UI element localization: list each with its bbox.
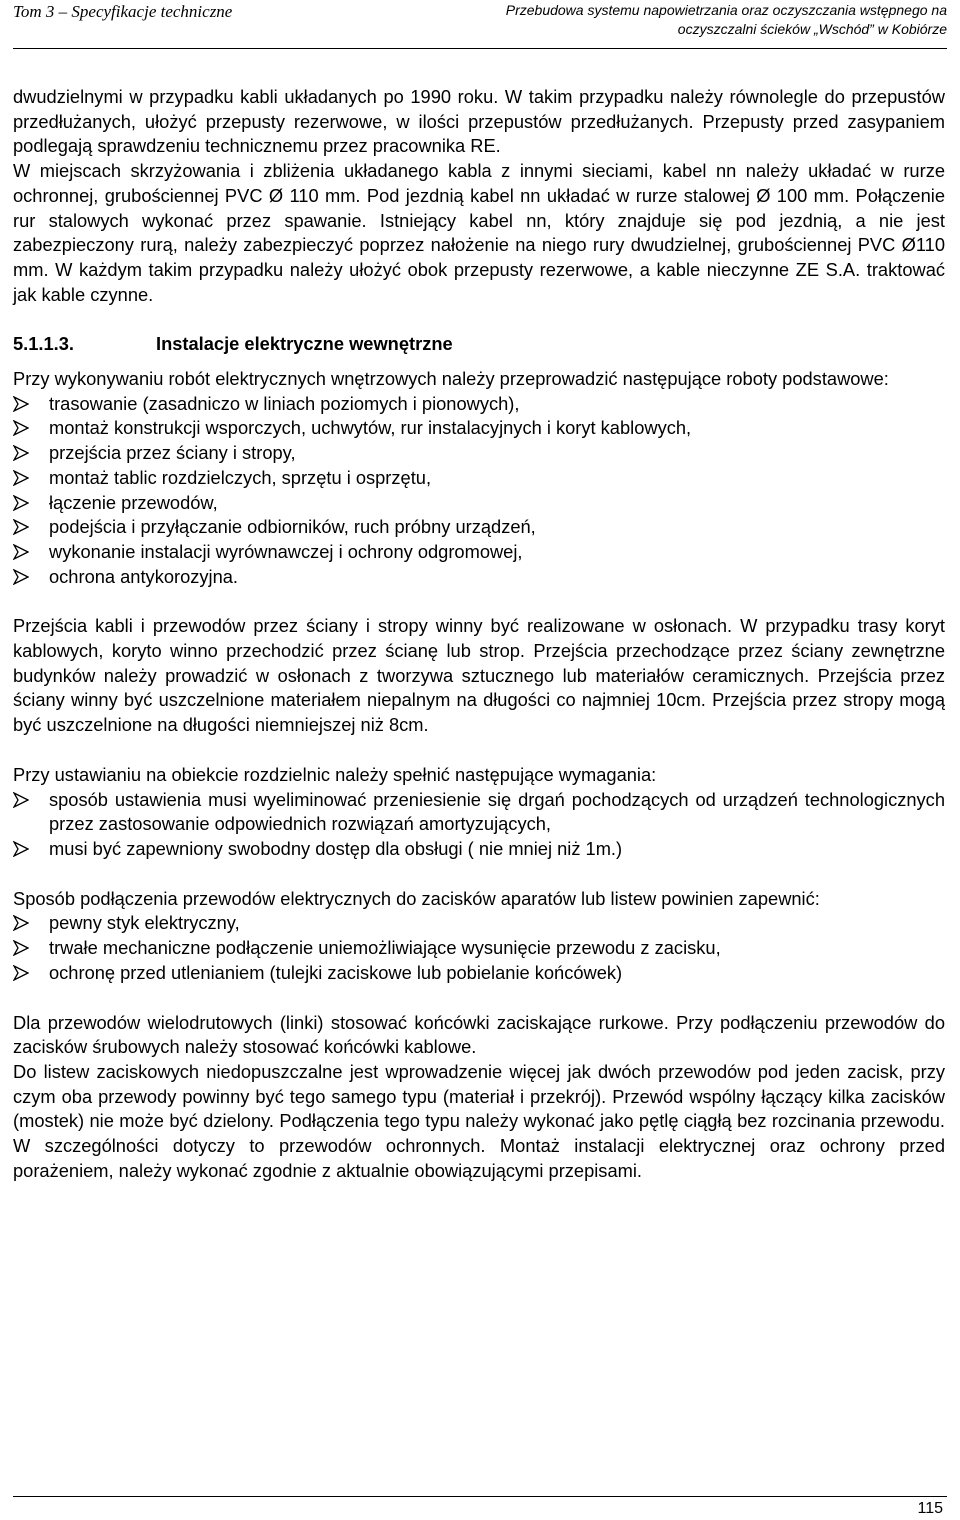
- list-item: [13, 936, 945, 961]
- arrow-bullet-icon: [13, 841, 29, 857]
- list-item-text: ochrona antykorozyjna.: [49, 565, 239, 587]
- list-item: [13, 540, 945, 565]
- list-item-text: przejścia przez ściany i stropy,: [49, 442, 296, 464]
- arrow-bullet-icon: [13, 396, 29, 412]
- list-item: [13, 416, 945, 441]
- arrow-bullet-icon: [13, 544, 29, 560]
- list-item: [13, 837, 945, 862]
- arrow-bullet-icon: [13, 792, 29, 808]
- paragraph-6: Sposób podłączenia przewodów elektrycznych do zacisków aparatów lub listew powinien zapewnić:: [13, 887, 820, 909]
- page-content: [13, 85, 945, 1183]
- paragraph-2: W miejscach skrzyżowania i zbliżenia układanego kabla z innymi sieciami, kabel nn należy układać w rurze ochronnej, grubościennej PVC Ø 110 mm. Pod jezdnią kabel nn układać w rurze stalowej Ø 100 mm. Połączenie rur stalowych wykonać przez spawanie. Istniejący kabel nn, który znajduje się pod jezdnią, a nie jest zabezpieczony rurą, należy zabezpieczyć poprzez nałożenie na niego rury dwudzielnej, grubościennej PVC Ø110 mm. W każdym takim przypadku należy ułożyć obok przepusty rezerwowe, a kable nieczynne ZE S.A. traktować jak kable czynne.: [13, 160, 945, 305]
- list-item-text: montaż konstrukcji wsporczych, uchwytów, rur instalacyjnych i koryt kablowych,: [49, 417, 692, 439]
- footer-rule: [13, 1496, 947, 1497]
- arrow-bullet-icon: [13, 445, 29, 461]
- list-item: [13, 788, 945, 837]
- header-rule: [13, 48, 947, 49]
- header-project-line-1: Przebudowa systemu napowietrzania oraz oczyszczania wstępnego na: [505, 2, 947, 18]
- page-footer: [13, 1496, 947, 1520]
- list-item: [13, 565, 945, 590]
- list-item: [13, 515, 945, 540]
- bullet-list-1: [13, 392, 945, 590]
- paragraph-8: Do listew zaciskowych niedopuszczalne jest wprowadzenie więcej jak dwóch przewodów pod jeden zacisk, przy czym oba przewody powinny być tego samego typu (materiał i przekrój). Przewód wspólny łączący kilka zacisków (mostek) nie może być dzielony. Podłączenia tego typu należy wykonać jako pętlę ciągłą bez rozcinania przewodu. W szczególności dotyczy to przewodów ochronnych. Montaż instalacji elektrycznej oraz ochrony przed porażeniem, należy wykonać zgodnie z aktualnie obowiązującymi przepisami.: [13, 1060, 945, 1181]
- section-number: 5.1.1.3.: [13, 333, 74, 355]
- list-item-text: trwałe mechaniczne podłączenie uniemożliwiające wysunięcie przewodu z zacisku,: [49, 937, 721, 959]
- arrow-bullet-icon: [13, 470, 29, 486]
- list-item-text: podejścia i przyłączanie odbiorników, ruch próbny urządzeń,: [49, 516, 536, 538]
- list-item-text: łączenie przewodów,: [49, 491, 218, 513]
- arrow-bullet-icon: [13, 495, 29, 511]
- list-item: [13, 392, 945, 417]
- page-number: 115: [917, 1500, 943, 1517]
- arrow-bullet-icon: [13, 569, 29, 585]
- list-item: [13, 491, 945, 516]
- section-heading: [13, 332, 945, 357]
- arrow-bullet-icon: [13, 420, 29, 436]
- list-item-text: sposób ustawienia musi wyeliminować przeniesienie się drgań pochodzących od urządzeń technologicznych przez zastosowanie odpowiednich rozwiązań amortyzujących,: [49, 788, 945, 835]
- header-project-line-2: oczyszczalni ścieków „Wschód” w Kobiórze: [677, 21, 947, 37]
- page-header: [13, 0, 947, 56]
- list-item: [13, 466, 945, 491]
- list-item-text: trasowanie (zasadniczo w liniach poziomych i pionowych),: [49, 392, 520, 414]
- list-item-text: musi być zapewniony swobodny dostęp dla obsługi ( nie mniej niż 1m.): [49, 837, 623, 859]
- paragraph-7: Dla przewodów wielodrutowych (linki) stosować końcówki zaciskające rurkowe. Przy podłączeniu przewodów do zacisków śrubowych należy stosować końcówki kablowe.: [13, 1011, 945, 1058]
- list-item-text: pewny styk elektryczny,: [49, 912, 240, 934]
- list-item: [13, 911, 945, 936]
- paragraph-4: Przejścia kabli i przewodów przez ściany i stropy winny być realizowane w osłonach. W przypadku trasy koryt kablowych, koryto winno przechodzić przez ścianę lub strop. Przejścia przechodzące przez ściany zewnętrzne budynków należy prowadzić w osłonach z tworzywa sztucznego lub materiałów ceramicznych. Przejścia przez ściany winny być uszczelnione materiałem niepalnym na długości co najmniej 10cm. Przejścia przez stropy mogą być uszczelnione na długości niemniejszej niż 8cm.: [13, 615, 945, 736]
- paragraph-3: Przy wykonywaniu robót elektrycznych wnętrzowych należy przeprowadzić następujące roboty podstawowe:: [13, 368, 889, 390]
- bullet-list-3: [13, 911, 945, 985]
- bullet-list-2: [13, 788, 945, 862]
- paragraph-5: Przy ustawianiu na obiekcie rozdzielnic należy spełnić następujące wymagania:: [13, 763, 657, 785]
- header-volume-title: Tom 3 – Specyfikacje techniczne: [13, 2, 233, 21]
- arrow-bullet-icon: [13, 965, 29, 981]
- list-item-text: wykonanie instalacji wyrównawczej i ochrony odgromowej,: [49, 540, 523, 562]
- list-item-text: ochronę przed utlenianiem (tulejki zaciskowe lub pobielanie końcówek): [49, 961, 623, 983]
- section-title: Instalacje elektryczne wewnętrzne: [156, 333, 453, 355]
- list-item: [13, 441, 945, 466]
- list-item-text: montaż tablic rozdzielczych, sprzętu i osprzętu,: [49, 466, 432, 488]
- list-item: [13, 961, 945, 986]
- paragraph-1: dwudzielnymi w przypadku kabli układanych po 1990 roku. W takim przypadku należy równolegle do przepustów przedłużanych, ułożyć przepusty rezerwowe, w ilości przepustów przedłużanych. Przepusty przed zasypaniem podlegają sprawdzeniu technicznemu przez pracownika RE.: [13, 86, 945, 157]
- header-project-title: [407, 1, 947, 39]
- arrow-bullet-icon: [13, 915, 29, 931]
- arrow-bullet-icon: [13, 940, 29, 956]
- arrow-bullet-icon: [13, 519, 29, 535]
